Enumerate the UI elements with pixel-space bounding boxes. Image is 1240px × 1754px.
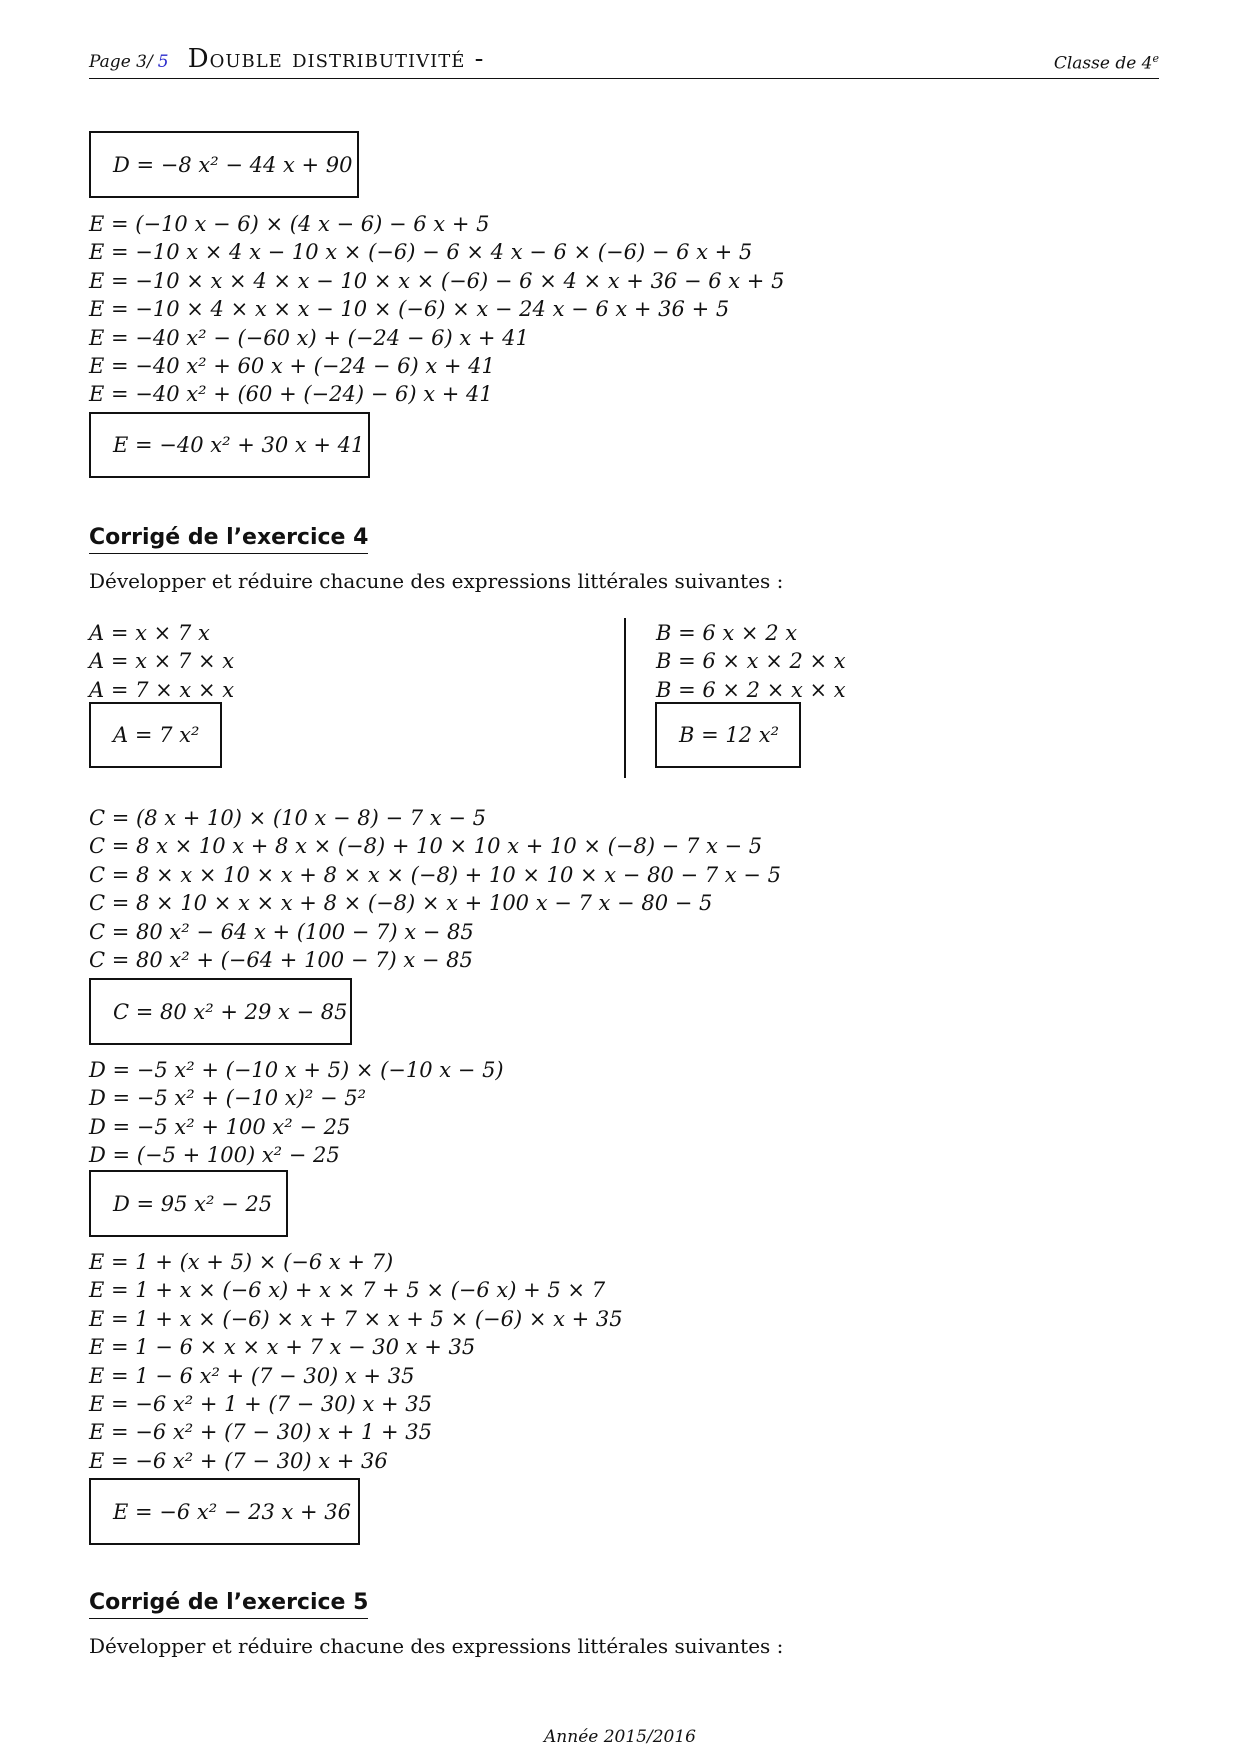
step-line: E = 1 + x × (−6) × x + 7 × x + 5 × (−6) × x + 35 [89,1306,623,1331]
step-line: B = 6 x × 2 x [656,621,798,645]
steps-B [656,619,846,704]
step-line: E = −40 x² + 60 x + (−24 − 6) x + 41 [89,353,495,378]
step-line: A = x × 7 × x [89,649,235,674]
step-line: E = −10 × 4 × x × x − 10 × (−6) × x − 24 x − 6 x + 36 + 5 [89,297,730,322]
result-A: A = 7 x² [113,723,200,747]
instruction-ex4: Développer et réduire chacune des expressions littérales suivantes : [89,569,784,593]
result-D: D = 95 x² − 25 [113,1191,273,1216]
section-title-ex4: Corrigé de l’exercice 4 [89,525,368,554]
step-line: D = (−5 + 100) x² − 25 [89,1143,340,1168]
result-box-E-prev [89,412,370,478]
class-label-text: Classe de 4 [1053,53,1153,74]
step-line: E = −10 × x × 4 × x − 10 × x × (−6) − 6 × 4 × x + 36 − 6 x + 5 [89,268,785,293]
result-box-B [655,702,801,768]
step-line: C = 8 × 10 × x × x + 8 × (−8) × x + 100 x − 7 x − 80 − 5 [89,891,713,916]
step-line: B = 6 × x × 2 × x [656,649,846,674]
class-label [1054,52,1159,74]
steps-E [89,1248,623,1475]
instruction-ex5: Développer et réduire chacune des expressions littérales suivantes : [89,1634,784,1658]
steps-C [89,804,781,974]
class-label-suffix: e [1152,52,1159,65]
steps-E-prev [89,210,784,409]
step-line: E = 1 − 6 × x × x + 7 x − 30 x + 35 [89,1335,476,1360]
step-line: C = 8 × x × 10 × x + 8 × x × (−8) + 10 × 10 × x − 80 − 7 x − 5 [89,862,781,887]
step-line: C = (8 x + 10) × (10 x − 8) − 7 x − 5 [89,806,486,830]
page-footer: Année 2015/2016 [544,1727,696,1747]
result-box-C [89,978,352,1045]
step-line: E = −40 x² + (60 + (−24) − 6) x + 41 [89,382,493,407]
step-line: C = 80 x² + (−64 + 100 − 7) x − 85 [89,947,473,972]
steps-D [89,1056,504,1170]
step-line: D = −5 x² + 100 x² − 25 [89,1114,351,1139]
step-line: E = 1 + x × (−6 x) + x × 7 + 5 × (−6 x) + 5 × 7 [89,1278,606,1303]
step-line: A = 7 × x × x [89,677,235,702]
step-line: E = 1 + (x + 5) × (−6 x + 7) [89,1250,394,1274]
step-line: E = −6 x² + (7 − 30) x + 1 + 35 [89,1420,433,1445]
step-line: E = 1 − 6 x² + (7 − 30) x + 35 [89,1363,415,1388]
result-box-E [89,1478,360,1545]
page-header [89,44,1159,79]
step-line: E = −6 x² + 1 + (7 − 30) x + 35 [89,1391,433,1416]
page-total-link[interactable]: 5 [157,52,169,72]
step-line: E = −6 x² + (7 − 30) x + 36 [89,1448,388,1473]
section-title-ex5: Corrigé de l’exercice 5 [89,1590,368,1619]
result-box-A [89,702,222,768]
result-C: C = 80 x² + 29 x − 85 [113,999,348,1024]
step-line: E = −10 x × 4 x − 10 x × (−6) − 6 × 4 x − 6 × (−6) − 6 x + 5 [89,240,753,265]
step-line: D = −5 x² + (−10 x)² − 5² [89,1086,366,1111]
result-B: B = 12 x² [679,723,780,747]
step-line: C = 80 x² − 64 x + (100 − 7) x − 85 [89,919,474,944]
column-divider [624,618,626,778]
step-line: B = 6 × 2 × x × x [656,677,846,702]
step-line: E = −40 x² − (−60 x) + (−24 − 6) x + 41 [89,325,529,350]
steps-A [89,619,234,704]
result-box-D-prev [89,131,359,198]
result-D-prev: D = −8 x² − 44 x + 90 [113,152,353,177]
step-line: C = 8 x × 10 x + 8 x × (−8) + 10 × 10 x + 10 × (−8) − 7 x − 5 [89,834,763,859]
result-box-D [89,1170,288,1237]
result-E-prev: E = −40 x² + 30 x + 41 [113,433,365,457]
result-E: E = −6 x² − 23 x + 36 [113,1499,352,1524]
page-label: Page 3/ [89,52,153,72]
step-line: E = (−10 x − 6) × (4 x − 6) − 6 x + 5 [89,212,490,236]
header-left [89,44,484,74]
step-line: D = −5 x² + (−10 x + 5) × (−10 x − 5) [89,1058,504,1082]
step-line: A = x × 7 x [89,621,210,645]
document-title: Double distributivité - [187,44,485,74]
